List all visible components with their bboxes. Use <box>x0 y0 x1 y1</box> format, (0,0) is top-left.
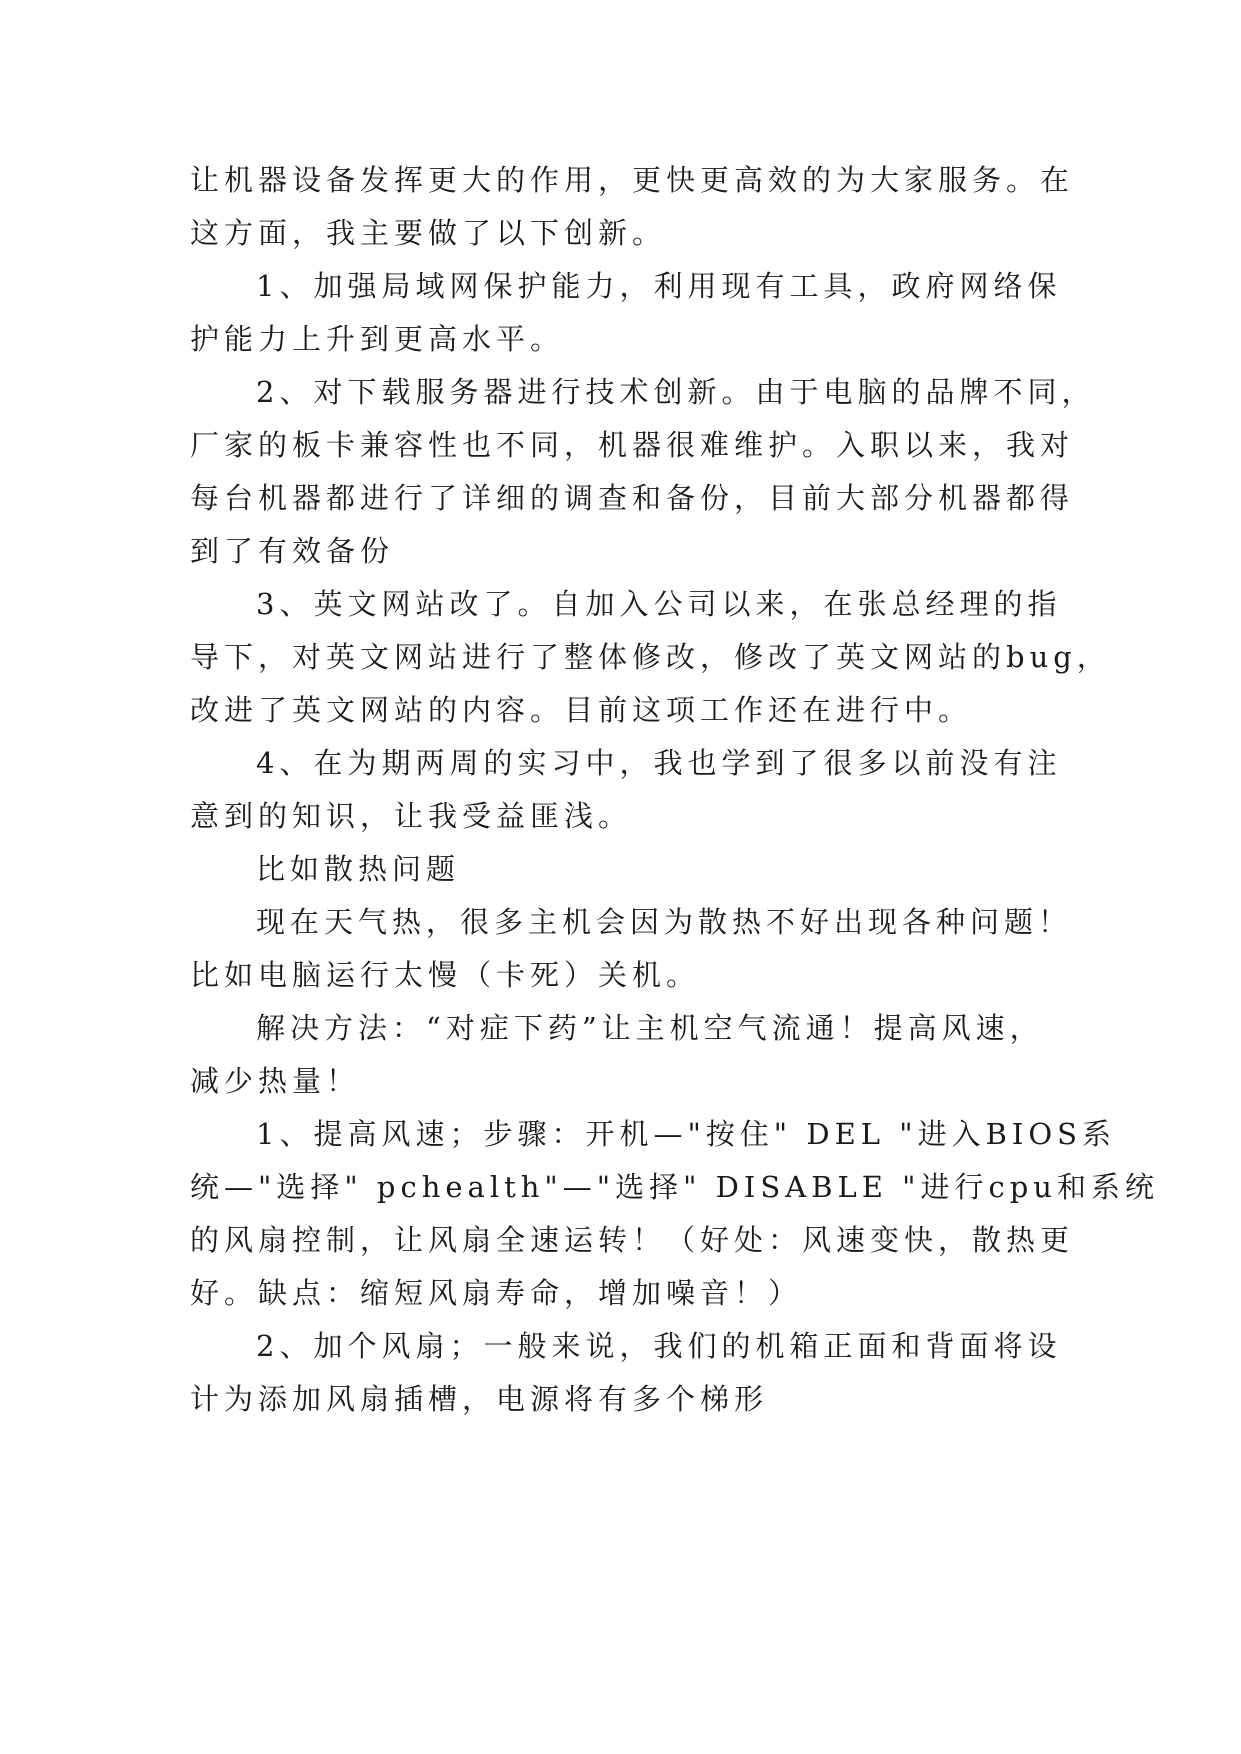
paragraph-line: 解决方法：“对症下药”让主机空气流通！提高风速， <box>256 1011 1044 1045</box>
text-line: 导下，对英文网站进行了整体修改，修改了英文网站的bug， <box>190 640 1111 674</box>
text-line: 每台机器都进行了详细的调查和备份，目前大部分机器都得 <box>190 481 1075 515</box>
text-line: 让机器设备发挥更大的作用，更快更高效的为大家服务。在 <box>190 163 1075 197</box>
text-line: 好。缺点：缩短风扇寿命，增加噪音！） <box>190 1276 803 1310</box>
text-line: 改进了英文网站的内容。目前这项工作还在进行中。 <box>190 693 973 727</box>
text-line: 厂家的板卡兼容性也不同，机器很难维护。入职以来，我对 <box>190 428 1075 462</box>
text-line: 计为添加风扇插槽，电源将有多个梯形 <box>190 1382 769 1416</box>
text-line: 的风扇控制，让风扇全速运转！（好处：风速变快，散热更 <box>190 1223 1075 1257</box>
text-line: 统—"选择" pchealth"—"选择" DISABLE "进行cpu和系统 <box>190 1170 1159 1204</box>
paragraph-line: 1、加强局域网保护能力，利用现有工具，政府网络保 <box>256 269 1062 303</box>
text-line: 到了有效备份 <box>190 534 395 568</box>
text-line: 减少热量！ <box>190 1064 361 1098</box>
paragraph-line: 1、提高风速；步骤：开机—"按住" DEL "进入BIOS系 <box>256 1117 1116 1151</box>
paragraph-line: 现在天气热，很多主机会因为散热不好出现各种问题！ <box>256 905 1073 939</box>
paragraph-line: 3、英文网站改了。自加入公司以来，在张总经理的指 <box>256 587 1062 621</box>
section-heading: 比如散热问题 <box>256 852 461 886</box>
text-line: 意到的知识，让我受益匪浅。 <box>190 799 633 833</box>
paragraph-line: 2、对下载服务器进行技术创新。由于电脑的品牌不同， <box>256 375 1096 409</box>
text-line: 这方面，我主要做了以下创新。 <box>190 216 667 250</box>
text-line: 比如电脑运行太慢（卡死）关机。 <box>190 958 701 992</box>
paragraph-line: 2、加个风扇；一般来说，我们的机箱正面和背面将设 <box>256 1329 1062 1363</box>
paragraph-line: 4、在为期两周的实习中，我也学到了很多以前没有注 <box>256 746 1062 780</box>
text-line: 护能力上升到更高水平。 <box>190 322 565 356</box>
